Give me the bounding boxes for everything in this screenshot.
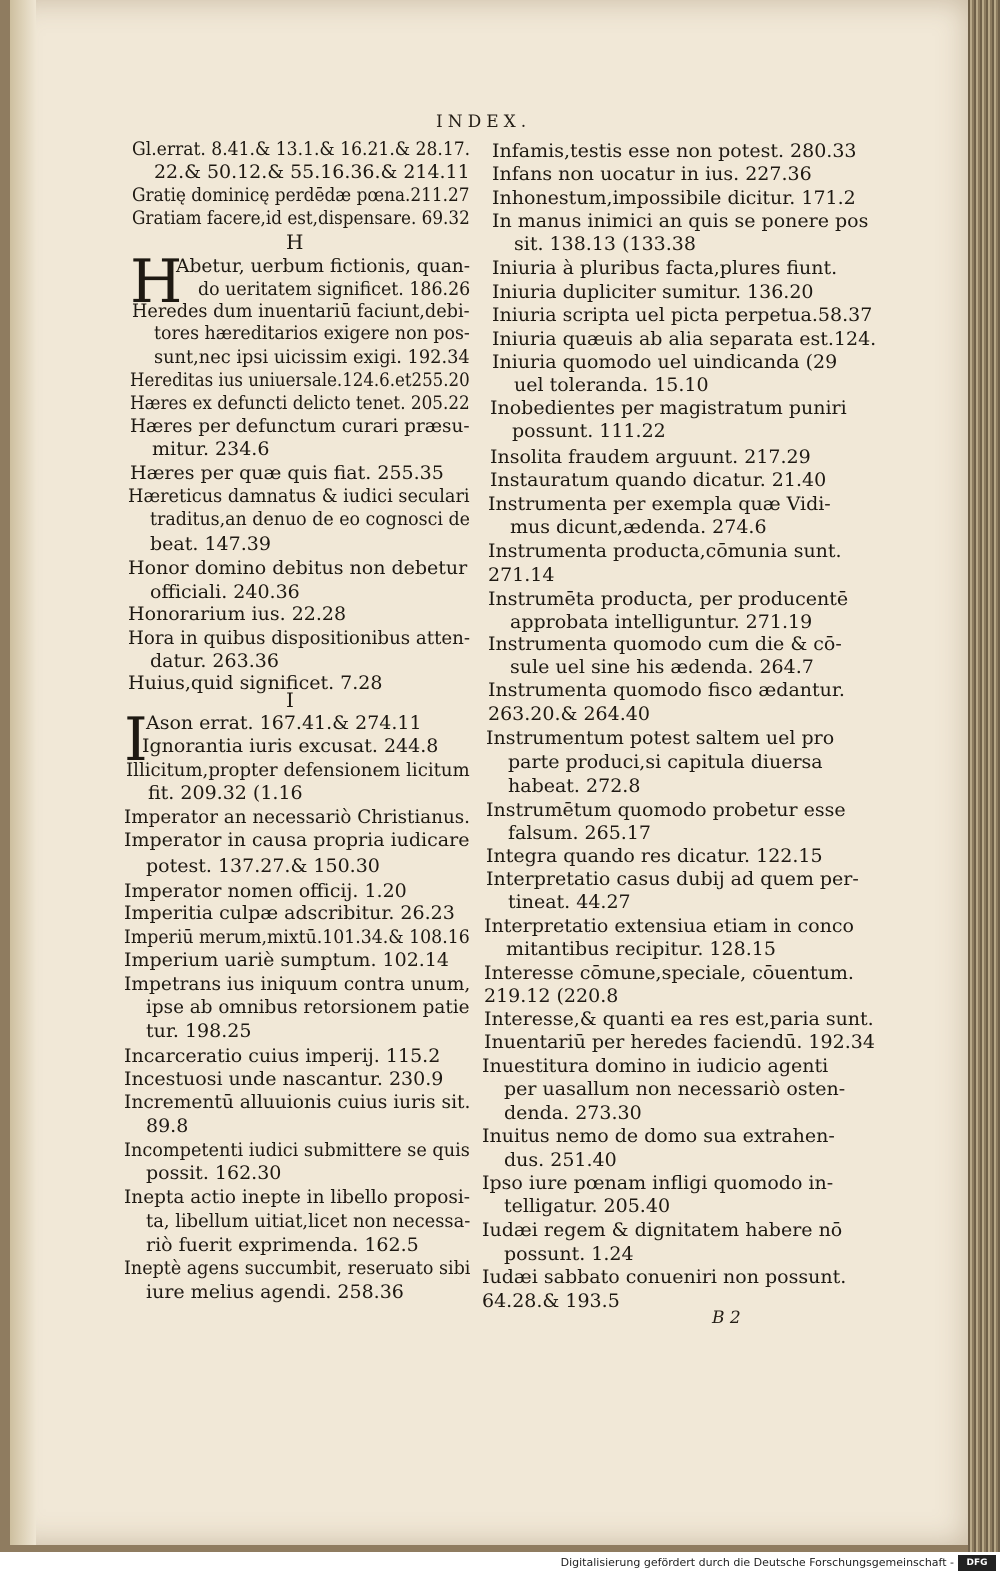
left-index-line: Ineptè agens succumbit, reseruato sibi	[124, 1257, 471, 1279]
page-gutter	[10, 0, 36, 1545]
right-index-line: parte produci,si capitula diuersa	[508, 751, 823, 773]
left-index-line: 89.8	[146, 1115, 189, 1137]
left-index-line: Imperator an necessariò Christianus.	[124, 806, 470, 828]
right-index-line: Iudæi sabbato conueniri non possunt.	[482, 1266, 847, 1288]
left-index-line: Imperator nomen officij. 1.20	[124, 880, 407, 902]
left-index-line: Imperitia culpæ adscribitur. 26.23	[124, 902, 455, 924]
right-index-line: Iniuria scripta uel picta perpetua.58.37	[492, 304, 873, 326]
left-index-line: tur. 198.25	[146, 1020, 252, 1042]
left-index-line: mitur. 234.6	[152, 438, 270, 460]
right-index-line: possunt. 1.24	[504, 1243, 634, 1265]
left-index-line: Incarceratio cuius imperij. 115.2	[124, 1045, 441, 1067]
left-index-line: Honor domino debitus non debetur	[128, 557, 468, 579]
right-index-line: 263.20.& 264.40	[488, 703, 650, 725]
left-index-line: Hæreticus damnatus & iudici seculari	[128, 485, 470, 507]
signature-mark: B 2	[712, 1308, 741, 1328]
right-index-line: In manus inimici an quis se ponere pos	[492, 210, 869, 232]
left-index-line: Ason errat. 167.41.& 274.11	[146, 712, 422, 734]
left-index-line: Hora in quibus dispositionibus atten-	[128, 627, 471, 649]
right-index-line: Iniuria à pluribus facta,plures fiunt.	[492, 257, 838, 279]
left-index-line: Incompetenti iudici submittere se quis	[124, 1139, 470, 1161]
right-index-line: Integra quando res dicatur. 122.15	[486, 845, 823, 867]
footer-credit-text: Digitalisierung gefördert durch die Deutsche Forschungsgemeinschaft -	[560, 1556, 954, 1569]
left-index-line: Honorarium ius. 22.28	[128, 603, 347, 625]
right-index-line: Iudæi regem & dignitatem habere nō	[482, 1219, 843, 1241]
right-index-line: Instrumentum potest saltem uel pro	[486, 727, 835, 749]
left-index-line: beat. 147.39	[150, 533, 271, 555]
book-fore-edge	[968, 0, 1000, 1552]
left-index-line: Gratiam facere,id est,dispensare. 69.32	[132, 207, 470, 229]
right-index-line: Iniuria quomodo uel uindicanda (29	[492, 351, 838, 373]
right-index-line: Inuentariū per heredes faciendū. 192.34	[484, 1031, 875, 1053]
right-index-line: tineat. 44.27	[508, 891, 631, 913]
left-index-line: Incestuosi unde nascantur. 230.9	[124, 1068, 444, 1090]
right-index-line: Inuitus nemo de domo sua extrahen-	[482, 1125, 835, 1147]
left-index-line: traditus,an denuo de eo cognosci de	[150, 508, 470, 530]
left-index-line: Hæres per defunctum curari præsu-	[130, 415, 470, 437]
right-index-line: Instrumenta quomodo fisco ædantur.	[488, 679, 845, 701]
right-index-line: Inhonestum,impossibile dicitur. 171.2	[492, 187, 856, 209]
left-index-line: possit. 162.30	[146, 1162, 282, 1184]
left-index-line: Inepta actio inepte in libello proposi-	[124, 1186, 471, 1208]
section-letter-i: I	[286, 688, 294, 712]
left-index-line: officiali. 240.36	[150, 581, 300, 603]
dfg-logo: DFG	[958, 1555, 996, 1571]
running-head: INDEX.	[436, 112, 532, 132]
right-index-line: possunt. 111.22	[512, 420, 666, 442]
right-index-line: sule uel sine his ædenda. 264.7	[510, 656, 814, 678]
left-index-line: potest. 137.27.& 150.30	[146, 855, 380, 877]
right-index-line: 64.28.& 193.5	[482, 1290, 620, 1312]
left-index-line: Heredes dum inuentariū faciunt,debi-	[132, 300, 470, 322]
left-index-line: datur. 263.36	[150, 650, 279, 672]
right-index-line: Inuestitura domino in iudicio agenti	[482, 1055, 829, 1077]
right-index-line: mitantibus recipitur. 128.15	[506, 938, 776, 960]
initial-letter-i: I	[124, 705, 148, 775]
left-index-line: Gl.errat. 8.41.& 13.1.& 16.21.& 28.17.	[132, 138, 471, 160]
left-index-line: riò fuerit exprimenda. 162.5	[146, 1234, 419, 1256]
right-index-line: Interpretatio extensiua etiam in conco	[484, 915, 854, 937]
right-index-line: dus. 251.40	[504, 1149, 617, 1171]
initial-letter-h: H	[130, 247, 183, 317]
right-index-line: sit. 138.13 (133.38	[514, 233, 696, 255]
left-index-line: Incrementū alluuionis cuius iuris sit.	[124, 1091, 471, 1113]
right-index-line: denda. 273.30	[504, 1102, 642, 1124]
left-index-line: Hæres ex defuncti delicto tenet. 205.22	[130, 392, 470, 414]
right-index-line: Instrumētum quomodo probetur esse	[486, 799, 846, 821]
right-index-line: mus dicunt,ædenda. 274.6	[510, 516, 767, 538]
right-index-line: approbata intelliguntur. 271.19	[510, 611, 813, 633]
right-index-line: Interpretatio casus dubij ad quem per-	[486, 868, 859, 890]
right-index-line: Instrumenta quomodo cum die & cō-	[488, 633, 842, 655]
right-index-line: 271.14	[488, 564, 555, 586]
left-index-line: sunt,nec ipsi uicissim exigi. 192.34	[154, 346, 470, 368]
left-index-line: ta, libellum uitiat,licet non necessa-	[146, 1210, 471, 1232]
right-index-line: Ipso iure pœnam infligi quomodo in-	[482, 1172, 834, 1194]
left-index-line: do ueritatem significet. 186.26	[198, 278, 471, 300]
left-index-line: 22.& 50.12.& 55.16.36.& 214.11	[154, 161, 470, 183]
right-index-line: uel toleranda. 15.10	[514, 374, 709, 396]
right-index-line: Iniuria quæuis ab alia separata est.124.	[492, 328, 877, 350]
digitization-footer	[0, 1552, 1000, 1576]
left-index-line: Gratię dominicę perdēdæ pœna.211.27	[132, 184, 470, 206]
right-index-line: Insolita fraudem arguunt. 217.29	[490, 446, 811, 468]
left-index-line: Huius,quid significet. 7.28	[128, 672, 383, 694]
right-index-line: Interesse,& quanti ea res est,paria sunt.	[484, 1008, 874, 1030]
left-index-line: tores hæreditarios exigere non pos-	[154, 322, 470, 344]
right-index-line: 219.12 (220.8	[484, 985, 619, 1007]
left-index-line: fit. 209.32 (1.16	[148, 782, 303, 804]
left-index-line: iure melius agendi. 258.36	[146, 1281, 404, 1303]
right-index-line: Instrumēta producta, per producentē	[488, 588, 849, 610]
left-index-line: ipse ab omnibus retorsionem patie	[146, 996, 470, 1018]
left-index-line: Imperiū merum,mixtū.101.34.& 108.16	[124, 926, 470, 948]
right-index-line: falsum. 265.17	[508, 822, 652, 844]
right-index-line: Instauratum quando dicatur. 21.40	[490, 469, 827, 491]
right-index-line: per uasallum non necessariò osten-	[504, 1078, 846, 1100]
right-index-line: habeat. 272.8	[508, 775, 641, 797]
right-index-line: Interesse cōmune,speciale, cōuentum.	[484, 962, 854, 984]
right-index-line: Inobedientes per magistratum puniri	[490, 397, 847, 419]
left-index-line: Ignorantia iuris excusat. 244.8	[142, 735, 439, 757]
left-index-line: Imperium uariè sumptum. 102.14	[124, 949, 450, 971]
right-index-line: Infans non uocatur in ius. 227.36	[492, 163, 812, 185]
right-index-line: Iniuria dupliciter sumitur. 136.20	[492, 281, 814, 303]
right-index-line: Instrumenta per exempla quæ Vidi-	[488, 493, 831, 515]
right-index-line: Infamis,testis esse non potest. 280.33	[492, 140, 857, 162]
left-index-line: Illicitum,propter defensionem licitum	[126, 759, 470, 781]
right-index-line: telligatur. 205.40	[504, 1195, 671, 1217]
left-index-line: Hæres per quæ quis fiat. 255.35	[130, 462, 444, 484]
left-index-line: Imperator in causa propria iudicare	[124, 829, 470, 851]
left-index-line: Impetrans ius iniquum contra unum,	[124, 973, 471, 995]
section-letter-h: H	[286, 230, 304, 254]
right-index-line: Instrumenta producta,cōmunia sunt.	[488, 540, 842, 562]
left-index-line: Hereditas ius uniuersale.124.6.et255.20	[130, 369, 470, 391]
left-index-line: Abetur, uerbum fictionis, quan-	[176, 255, 471, 277]
